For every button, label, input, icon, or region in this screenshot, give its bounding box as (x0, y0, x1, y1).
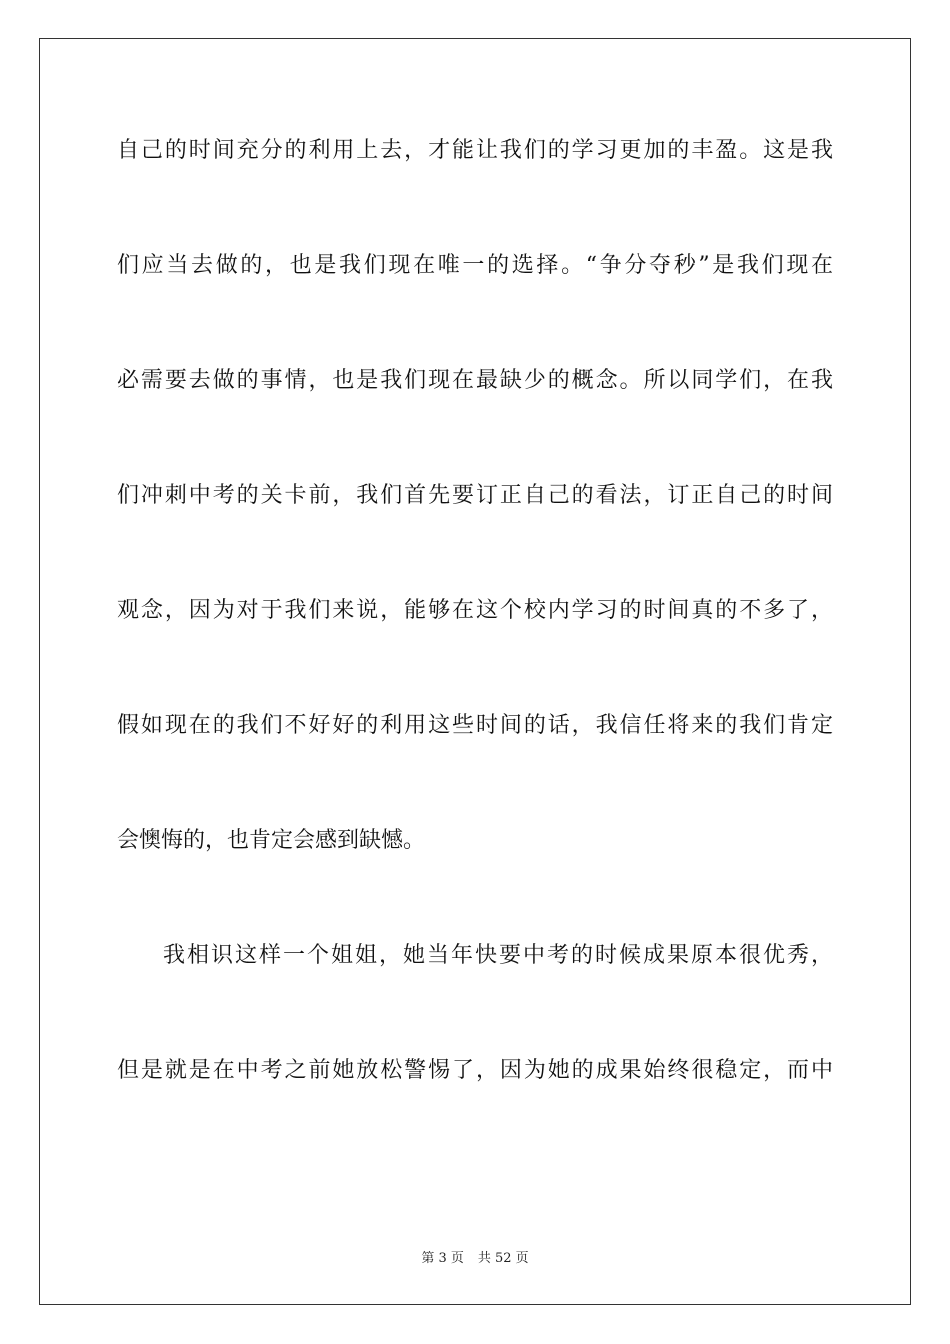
text-line: 们应当去做的，也是我们现在唯一的选择。“争分夺秒”是我们现在 (117, 253, 833, 278)
text-line-paragraph-start: 我相识这样一个姐姐，她当年快要中考的时候成果原本很优秀， (163, 943, 833, 968)
text-line: 观念，因为对于我们来说，能够在这个校内学习的时间真的不多了， (117, 598, 833, 623)
page-number: 第 3 页 (421, 1251, 464, 1266)
page-footer (0, 1247, 950, 1266)
document-body (117, 128, 833, 1163)
text-line: 但是就是在中考之前她放松警惕了，因为她的成果始终很稳定，而中 (117, 1058, 833, 1083)
page-total: 共 52 页 (477, 1251, 529, 1266)
text-line: 们冲刺中考的关卡前，我们首先要订正自己的看法，订正自己的时间 (117, 483, 833, 508)
text-line: 假如现在的我们不好好的利用这些时间的话，我信任将来的我们肯定 (117, 713, 833, 738)
text-line-paragraph-end: 会懊悔的，也肯定会感到缺憾。 (117, 828, 426, 853)
text-line: 必需要去做的事情，也是我们现在最缺少的概念。所以同学们，在我 (117, 368, 833, 393)
text-line: 自己的时间充分的利用上去，才能让我们的学习更加的丰盈。这是我 (117, 138, 833, 163)
